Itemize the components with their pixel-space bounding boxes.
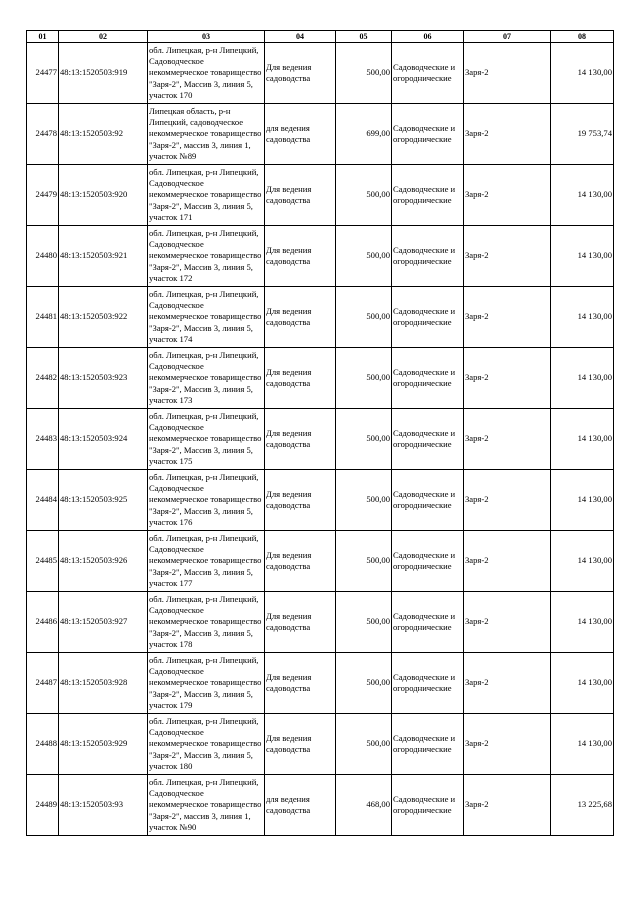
record-number-cell: 24481 bbox=[27, 287, 59, 348]
col-header-03: 03 bbox=[148, 31, 265, 43]
area-cell: 500,00 bbox=[336, 287, 392, 348]
cadastral-value-cell: 14 130,00 bbox=[551, 470, 614, 531]
area-cell: 500,00 bbox=[336, 714, 392, 775]
permitted-use-cell: Для ведения садоводства bbox=[265, 43, 336, 104]
area-cell: 699,00 bbox=[336, 104, 392, 165]
record-number-cell: 24486 bbox=[27, 592, 59, 653]
address-cell: Липецкая область, р-н Липецкий, садоводческое некоммерческое товарищество "Заря-2", массив 3, линия 1, участок №89 bbox=[148, 104, 265, 165]
table-row bbox=[27, 409, 614, 470]
association-name-cell: Заря-2 bbox=[464, 43, 551, 104]
cadastral-value-cell: 14 130,00 bbox=[551, 287, 614, 348]
association-name-cell: Заря-2 bbox=[464, 287, 551, 348]
table-row bbox=[27, 592, 614, 653]
land-category-cell: Садоводческие и огороднические bbox=[392, 409, 464, 470]
cadastral-value-cell: 14 130,00 bbox=[551, 714, 614, 775]
record-number-cell: 24485 bbox=[27, 531, 59, 592]
land-category-cell: Садоводческие и огороднические bbox=[392, 714, 464, 775]
permitted-use-cell: Для ведения садоводства bbox=[265, 226, 336, 287]
record-number-cell: 24482 bbox=[27, 348, 59, 409]
association-name-cell: Заря-2 bbox=[464, 775, 551, 836]
area-cell: 500,00 bbox=[336, 348, 392, 409]
header-row bbox=[27, 31, 614, 43]
table-row bbox=[27, 470, 614, 531]
cadastral-value-cell: 19 753,74 bbox=[551, 104, 614, 165]
cadastral-number-cell: 48:13:1520503:93 bbox=[59, 775, 148, 836]
area-cell: 500,00 bbox=[336, 165, 392, 226]
cadastral-number-cell: 48:13:1520503:929 bbox=[59, 714, 148, 775]
area-cell: 500,00 bbox=[336, 531, 392, 592]
area-cell: 468,00 bbox=[336, 775, 392, 836]
association-name-cell: Заря-2 bbox=[464, 104, 551, 165]
land-category-cell: Садоводческие и огороднические bbox=[392, 165, 464, 226]
cadastral-number-cell: 48:13:1520503:924 bbox=[59, 409, 148, 470]
cadastral-number-cell: 48:13:1520503:928 bbox=[59, 653, 148, 714]
area-cell: 500,00 bbox=[336, 409, 392, 470]
address-cell: обл. Липецкая, р-н Липецкий, Садоводческое некоммерческое товарищество "Заря-2", Массив 3, линия 5, участок 172 bbox=[148, 226, 265, 287]
land-category-cell: Садоводческие и огороднические bbox=[392, 43, 464, 104]
land-register-table bbox=[26, 30, 614, 836]
permitted-use-cell: Для ведения садоводства bbox=[265, 409, 336, 470]
record-number-cell: 24484 bbox=[27, 470, 59, 531]
land-category-cell: Садоводческие и огороднические bbox=[392, 653, 464, 714]
cadastral-number-cell: 48:13:1520503:921 bbox=[59, 226, 148, 287]
association-name-cell: Заря-2 bbox=[464, 226, 551, 287]
cadastral-number-cell: 48:13:1520503:919 bbox=[59, 43, 148, 104]
address-cell: обл. Липецкая, р-н Липецкий, Садоводческое некоммерческое товарищество "Заря-2", Массив 3, линия 5, участок 174 bbox=[148, 287, 265, 348]
address-cell: обл. Липецкая, р-н Липецкий, Садоводческое некоммерческое товарищество "Заря-2", Массив 3, линия 5, участок 178 bbox=[148, 592, 265, 653]
address-cell: обл. Липецкая, р-н Липецкий, Садоводческое некоммерческое товарищество "Заря-2", Массив 3, линия 5, участок 173 bbox=[148, 348, 265, 409]
cadastral-value-cell: 14 130,00 bbox=[551, 592, 614, 653]
table-row bbox=[27, 226, 614, 287]
table-row bbox=[27, 653, 614, 714]
cadastral-number-cell: 48:13:1520503:926 bbox=[59, 531, 148, 592]
address-cell: обл. Липецкая, р-н Липецкий, Садоводческое некоммерческое товарищество "Заря-2", Массив 3, линия 5, участок 177 bbox=[148, 531, 265, 592]
table-row bbox=[27, 43, 614, 104]
col-header-02: 02 bbox=[59, 31, 148, 43]
permitted-use-cell: Для ведения садоводства bbox=[265, 470, 336, 531]
record-number-cell: 24480 bbox=[27, 226, 59, 287]
address-cell: обл. Липецкая, р-н Липецкий, Садоводческое некоммерческое товарищество "Заря-2", Массив 3, линия 5, участок 171 bbox=[148, 165, 265, 226]
association-name-cell: Заря-2 bbox=[464, 592, 551, 653]
land-category-cell: Садоводческие и огороднические bbox=[392, 470, 464, 531]
record-number-cell: 24489 bbox=[27, 775, 59, 836]
land-category-cell: Садоводческие и огороднические bbox=[392, 287, 464, 348]
table-row bbox=[27, 531, 614, 592]
permitted-use-cell: Для ведения садоводства bbox=[265, 653, 336, 714]
table-row bbox=[27, 714, 614, 775]
col-header-05: 05 bbox=[336, 31, 392, 43]
cadastral-value-cell: 13 225,68 bbox=[551, 775, 614, 836]
cadastral-value-cell: 14 130,00 bbox=[551, 226, 614, 287]
cadastral-number-cell: 48:13:1520503:927 bbox=[59, 592, 148, 653]
permitted-use-cell: Для ведения садоводства bbox=[265, 287, 336, 348]
cadastral-number-cell: 48:13:1520503:920 bbox=[59, 165, 148, 226]
table-row bbox=[27, 775, 614, 836]
area-cell: 500,00 bbox=[336, 470, 392, 531]
permitted-use-cell: для ведения садоводства bbox=[265, 775, 336, 836]
cadastral-value-cell: 14 130,00 bbox=[551, 409, 614, 470]
association-name-cell: Заря-2 bbox=[464, 531, 551, 592]
table-row bbox=[27, 165, 614, 226]
address-cell: обл. Липецкая, р-н Липецкий, Садоводческое некоммерческое товарищество "Заря-2", Массив 3, линия 5, участок 179 bbox=[148, 653, 265, 714]
cadastral-number-cell: 48:13:1520503:923 bbox=[59, 348, 148, 409]
record-number-cell: 24479 bbox=[27, 165, 59, 226]
cadastral-value-cell: 14 130,00 bbox=[551, 348, 614, 409]
land-category-cell: Садоводческие и огороднические bbox=[392, 531, 464, 592]
land-category-cell: Садоводческие и огороднические bbox=[392, 226, 464, 287]
col-header-06: 06 bbox=[392, 31, 464, 43]
record-number-cell: 24483 bbox=[27, 409, 59, 470]
permitted-use-cell: Для ведения садоводства bbox=[265, 165, 336, 226]
association-name-cell: Заря-2 bbox=[464, 165, 551, 226]
land-category-cell: Садоводческие и огороднические bbox=[392, 348, 464, 409]
permitted-use-cell: Для ведения садоводства bbox=[265, 714, 336, 775]
col-header-01: 01 bbox=[27, 31, 59, 43]
area-cell: 500,00 bbox=[336, 653, 392, 714]
record-number-cell: 24487 bbox=[27, 653, 59, 714]
table-row bbox=[27, 287, 614, 348]
record-number-cell: 24488 bbox=[27, 714, 59, 775]
association-name-cell: Заря-2 bbox=[464, 409, 551, 470]
association-name-cell: Заря-2 bbox=[464, 714, 551, 775]
col-header-04: 04 bbox=[265, 31, 336, 43]
cadastral-number-cell: 48:13:1520503:92 bbox=[59, 104, 148, 165]
col-header-07: 07 bbox=[464, 31, 551, 43]
permitted-use-cell: Для ведения садоводства bbox=[265, 592, 336, 653]
area-cell: 500,00 bbox=[336, 226, 392, 287]
land-category-cell: Садоводческие и огороднические bbox=[392, 592, 464, 653]
area-cell: 500,00 bbox=[336, 43, 392, 104]
permitted-use-cell: Для ведения садоводства bbox=[265, 348, 336, 409]
association-name-cell: Заря-2 bbox=[464, 653, 551, 714]
cadastral-value-cell: 14 130,00 bbox=[551, 165, 614, 226]
record-number-cell: 24477 bbox=[27, 43, 59, 104]
association-name-cell: Заря-2 bbox=[464, 470, 551, 531]
col-header-08: 08 bbox=[551, 31, 614, 43]
address-cell: обл. Липецкая, р-н Липецкий, Садоводческое некоммерческое товарищество "Заря-2", Массив 3, линия 5, участок 175 bbox=[148, 409, 265, 470]
association-name-cell: Заря-2 bbox=[464, 348, 551, 409]
cadastral-number-cell: 48:13:1520503:922 bbox=[59, 287, 148, 348]
permitted-use-cell: Для ведения садоводства bbox=[265, 531, 336, 592]
address-cell: обл. Липецкая, р-н Липецкий, Садоводческое некоммерческое товарищество "Заря-2", Массив 3, линия 5, участок 180 bbox=[148, 714, 265, 775]
table-row bbox=[27, 348, 614, 409]
land-category-cell: Садоводческие и огороднические bbox=[392, 104, 464, 165]
address-cell: обл. Липецкая, р-н Липецкий, Садоводческое некоммерческое товарищество "Заря-2", Массив 3, линия 5, участок 176 bbox=[148, 470, 265, 531]
land-category-cell: Садоводческие и огороднические bbox=[392, 775, 464, 836]
permitted-use-cell: для ведения садоводства bbox=[265, 104, 336, 165]
area-cell: 500,00 bbox=[336, 592, 392, 653]
address-cell: обл. Липецкая, р-н Липецкий, Садоводческое некоммерческое товарищество "Заря-2", массив 3, линия 1, участок №90 bbox=[148, 775, 265, 836]
cadastral-value-cell: 14 130,00 bbox=[551, 43, 614, 104]
table-row bbox=[27, 104, 614, 165]
cadastral-value-cell: 14 130,00 bbox=[551, 531, 614, 592]
address-cell: обл. Липецкая, р-н Липецкий, Садоводческое некоммерческое товарищество "Заря-2", Массив 3, линия 5, участок 170 bbox=[148, 43, 265, 104]
cadastral-number-cell: 48:13:1520503:925 bbox=[59, 470, 148, 531]
cadastral-value-cell: 14 130,00 bbox=[551, 653, 614, 714]
record-number-cell: 24478 bbox=[27, 104, 59, 165]
